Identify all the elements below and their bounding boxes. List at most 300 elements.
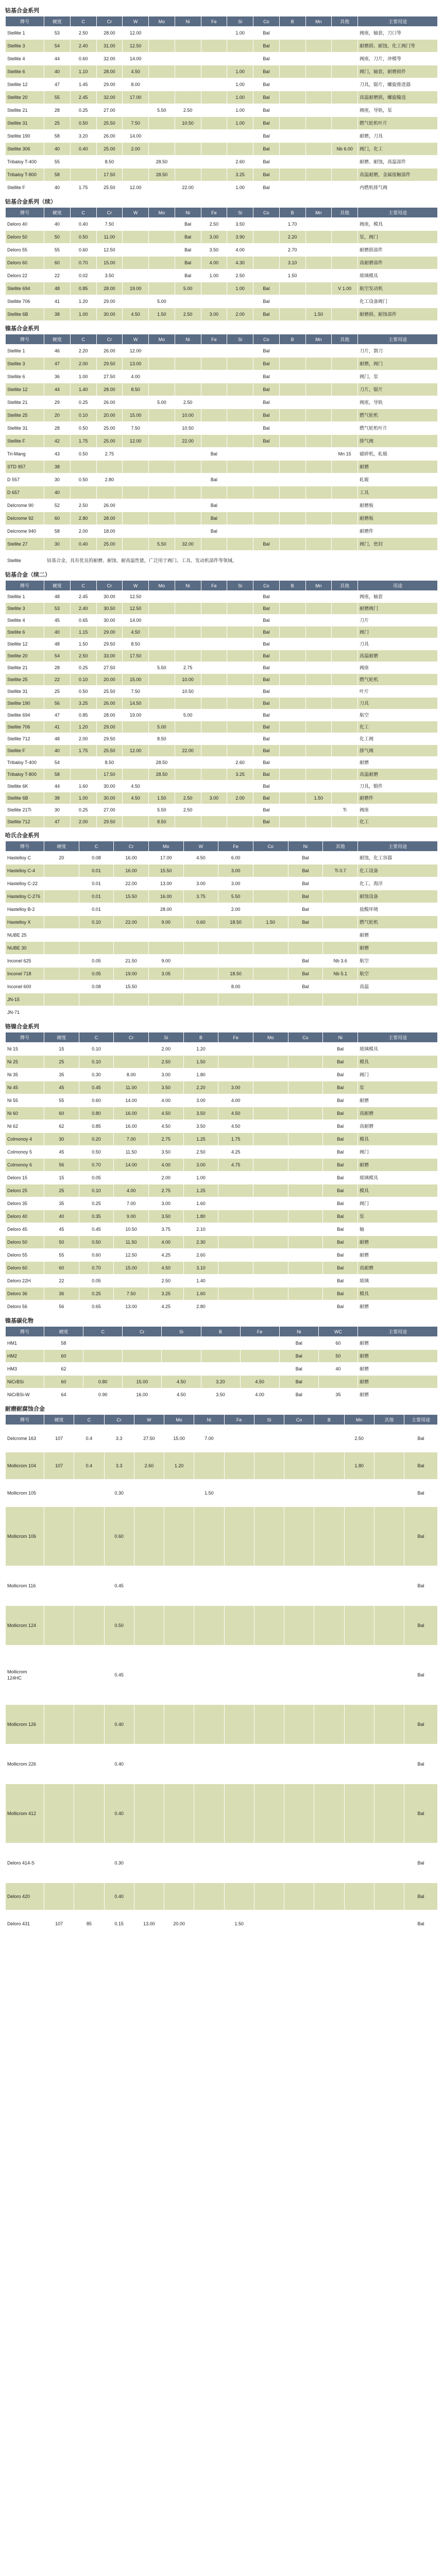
header-row (6, 841, 438, 852)
cell-value (314, 1425, 344, 1452)
table-row (6, 1094, 438, 1107)
column-header: C (70, 208, 96, 218)
cell-value (201, 662, 227, 674)
cell-value: 0.05 (79, 955, 114, 968)
cell-value: 1.00 (227, 282, 253, 295)
cell-value: 3.25 (70, 698, 96, 709)
cell-value (164, 1784, 194, 1843)
cell-value (288, 1069, 323, 1081)
cell-value: 2.60 (134, 1452, 164, 1480)
column-header: Cr (114, 1032, 149, 1043)
table-row (6, 1069, 438, 1081)
cell-value: 44 (44, 383, 71, 396)
cell-value (253, 968, 288, 980)
cell-value (148, 1006, 183, 1019)
cell-value: 20.00 (164, 1910, 194, 1938)
cell-value (74, 1566, 104, 1606)
column-header: WC (318, 1327, 357, 1337)
cell-usage: 耐磨 (358, 1300, 438, 1313)
cell-value (134, 1744, 164, 1784)
table-row (6, 53, 438, 65)
column-header: Mo (164, 1415, 194, 1425)
cell-value (218, 1275, 253, 1287)
cell-value: 3.50 (201, 1388, 240, 1401)
cell-value (279, 422, 305, 435)
cell-value (344, 1705, 374, 1744)
cell-value (175, 512, 201, 525)
cell-value (164, 1744, 194, 1784)
cell-value: Bal (323, 1300, 358, 1313)
cell-name: Stellite 12 (6, 383, 44, 396)
cell-value: 12.00 (123, 345, 149, 358)
cell-value (134, 1843, 164, 1883)
cell-value (227, 53, 253, 65)
cell-value: Bal (253, 396, 280, 409)
table-row (6, 638, 438, 650)
column-header: Fe (224, 1415, 254, 1425)
cell-value (123, 473, 149, 486)
cell-value (201, 53, 227, 65)
cell-usage: Bal (404, 1606, 438, 1646)
cell-value (201, 816, 227, 828)
cell-value: Bal (253, 435, 280, 448)
footnote-table (5, 554, 438, 567)
cell-value: 12.00 (123, 435, 149, 448)
cell-value: Nb 5.1 (323, 968, 358, 980)
cell-value (149, 409, 175, 422)
column-header: Cr (96, 208, 123, 218)
cell-value (123, 662, 149, 674)
cell-value (44, 877, 79, 890)
table-row (6, 1507, 438, 1566)
cell-usage: 燃气轮机 (358, 916, 438, 929)
cell-value: 2.70 (279, 244, 305, 257)
cell-value: 0.05 (79, 1275, 114, 1287)
table-row (6, 1043, 438, 1056)
cell-name: Deloro 414-S (6, 1843, 44, 1883)
table-row (6, 1705, 438, 1744)
cell-value: 50 (44, 231, 71, 244)
cell-value (305, 435, 332, 448)
cell-value (288, 1120, 323, 1133)
cell-value (305, 674, 332, 686)
cell-value (164, 1480, 194, 1507)
cell-value (201, 603, 227, 615)
cell-value (305, 486, 332, 499)
cell-usage: 耐磨件 (358, 792, 438, 804)
cell-value: 2.50 (227, 269, 253, 282)
cell-value (253, 1081, 288, 1094)
cell-value (134, 1705, 164, 1744)
table-row (6, 615, 438, 626)
cell-value (332, 231, 358, 244)
cell-value: 1.80 (183, 1069, 218, 1081)
column-header: C (74, 1415, 104, 1425)
cell-value (254, 1705, 284, 1744)
cell-value (175, 345, 201, 358)
cell-value (123, 486, 149, 499)
cell-value (284, 1507, 314, 1566)
cell-value: 0.01 (79, 877, 114, 890)
cell-value: 0.70 (79, 1159, 114, 1172)
cell-value: 1.75 (70, 745, 96, 757)
cell-value: 7.00 (114, 1197, 149, 1210)
cell-value (70, 757, 96, 769)
cell-value (288, 993, 323, 1006)
header-row (6, 1327, 438, 1337)
cell-value (149, 638, 175, 650)
cell-value (323, 942, 358, 955)
cell-value (44, 1843, 74, 1883)
cell-value (332, 435, 358, 448)
cell-value (374, 1883, 404, 1910)
cell-value: 15.00 (96, 257, 123, 269)
cell-name: Stellite 190 (6, 698, 44, 709)
cell-value: 2.50 (148, 1275, 183, 1287)
cell-value (344, 1507, 374, 1566)
cell-value (314, 1705, 344, 1744)
cell-value: Bal (323, 1172, 358, 1184)
cell-value: 40 (44, 218, 71, 231)
cell-value (332, 757, 358, 769)
cell-value: 3.50 (148, 1210, 183, 1223)
cell-value: 0.50 (70, 117, 96, 130)
cell-value: 18.00 (96, 525, 123, 538)
column-header: Ni (194, 1415, 224, 1425)
table-row (6, 181, 438, 194)
cell-value (305, 662, 332, 674)
cell-value: 46 (44, 345, 71, 358)
cell-value (279, 698, 305, 709)
cell-value: 2.45 (70, 591, 96, 603)
cell-value (123, 218, 149, 231)
cell-name: NiCrBSi-W (6, 1388, 44, 1401)
cell-name: Stellite 706 (6, 721, 44, 733)
table-row (6, 1337, 438, 1350)
cell-value: 40 (318, 1363, 357, 1376)
cell-value: 1.50 (149, 308, 175, 321)
section-title: 耐磨耐腐蚀合金 (5, 1405, 45, 1412)
cell-usage: 耐磨阀门 (358, 603, 438, 615)
cell-value (70, 769, 96, 781)
mini-section (5, 1316, 438, 1401)
cell-value (74, 1606, 104, 1646)
cell-value: 29.00 (96, 721, 123, 733)
cell-value: 60 (44, 257, 71, 269)
cell-name: Stellite 4 (6, 53, 44, 65)
cell-value: 26.00 (96, 396, 123, 409)
table-row (6, 130, 438, 143)
cell-value: Bal (253, 104, 280, 117)
cell-value: 7.50 (123, 686, 149, 698)
cell-value (253, 269, 280, 282)
cell-value: 2.40 (70, 40, 96, 53)
cell-usage: 泵 (358, 1081, 438, 1094)
cell-value (332, 370, 358, 383)
cell-value: 29 (44, 396, 71, 409)
cell-name: Mollicrom 105 (6, 1480, 44, 1507)
cell-value: 4.50 (123, 308, 149, 321)
cell-value (253, 1133, 288, 1146)
cell-name: Stellite 31 (6, 686, 44, 698)
cell-value (175, 143, 201, 156)
column-header: Cr (123, 1327, 162, 1337)
table-row (6, 78, 438, 91)
column-header: 牌号 (6, 841, 44, 852)
cell-value (314, 1910, 344, 1938)
cell-name: Colmonoy 6 (6, 1159, 44, 1172)
column-header: Si (162, 1327, 201, 1337)
cell-value (218, 1006, 253, 1019)
cell-value (134, 1646, 164, 1705)
column-header: 其他 (323, 841, 358, 852)
cell-value (332, 65, 358, 78)
cell-name: Deloro 22H (6, 1275, 44, 1287)
cell-value: Bal (253, 65, 280, 78)
cell-value (149, 257, 175, 269)
cell-value (123, 499, 149, 512)
cell-name: Stellite 1 (6, 345, 44, 358)
cell-value: 25 (44, 1184, 79, 1197)
cell-value (194, 1784, 224, 1843)
column-header: B (279, 581, 305, 591)
cell-value: 33.00 (96, 650, 123, 662)
column-header: Mo (149, 334, 175, 345)
cell-value (218, 1287, 253, 1300)
table-row (6, 890, 438, 903)
cell-name: Colmonoy 4 (6, 1133, 44, 1146)
cell-usage: 耐磨，刀具 (358, 130, 438, 143)
cell-value: Bal (201, 499, 227, 512)
cell-value: 0.90 (83, 1388, 123, 1401)
cell-value (227, 130, 253, 143)
column-header: B (183, 1032, 218, 1043)
table-row (6, 168, 438, 181)
cell-value (279, 816, 305, 828)
cell-value (44, 1006, 79, 1019)
cell-value (123, 538, 149, 551)
cell-value: Bal (253, 422, 280, 435)
cell-value (149, 218, 175, 231)
cell-value: 1.45 (70, 78, 96, 91)
cell-value (279, 143, 305, 156)
cell-value: 4.50 (123, 626, 149, 638)
column-header: W (134, 1415, 164, 1425)
cell-value (227, 295, 253, 308)
cell-value (224, 1480, 254, 1507)
cell-value (183, 903, 218, 916)
cell-value (284, 1705, 314, 1744)
cell-value (227, 143, 253, 156)
cell-value (74, 1646, 104, 1705)
cell-usage: 阀座 (358, 804, 438, 816)
cell-value (148, 942, 183, 955)
cell-value: 17.00 (123, 91, 149, 104)
cell-name: Stellite 21 (6, 396, 44, 409)
cell-value: 13.00 (123, 358, 149, 370)
cell-value (279, 769, 305, 781)
cell-value: 2.80 (70, 512, 96, 525)
table-row (6, 721, 438, 733)
table-row (6, 383, 438, 396)
cell-value: 16.00 (114, 1107, 149, 1120)
table-row (6, 1376, 438, 1388)
cell-value (305, 104, 332, 117)
column-header: Si (148, 1032, 183, 1043)
cell-value: 4.00 (148, 1236, 183, 1249)
cell-value: 3.3 (104, 1452, 134, 1480)
cell-value: Bal (253, 53, 280, 65)
cell-value (332, 626, 358, 638)
cell-value (201, 143, 227, 156)
cell-value (279, 65, 305, 78)
cell-value (164, 1507, 194, 1566)
cell-value: Bal (323, 1287, 358, 1300)
cell-value: 1.00 (183, 1172, 218, 1184)
cell-name: Stellite 6B (6, 792, 44, 804)
table-row (6, 143, 438, 156)
cell-name: JN-71 (6, 1006, 44, 1019)
cell-name: Stellite 190 (6, 130, 44, 143)
column-header: 其他 (332, 16, 358, 27)
cell-value (164, 1566, 194, 1606)
cell-value (183, 1006, 218, 1019)
cell-value: 12.00 (123, 745, 149, 757)
cell-value (305, 816, 332, 828)
cell-name: Deloro 56 (6, 1300, 44, 1313)
cell-name: Mollicrom 104 (6, 1452, 44, 1480)
cell-value (305, 650, 332, 662)
table-row (6, 512, 438, 525)
cell-value: 1.00 (227, 65, 253, 78)
cell-value (305, 499, 332, 512)
cell-value: 1.75 (70, 181, 96, 194)
cell-value: 35 (44, 1197, 79, 1210)
cell-name: Tribaloy T-400 (6, 757, 44, 769)
cell-value (254, 1425, 284, 1452)
cell-usage: Bal (404, 1425, 438, 1452)
cell-name: Hastelloy C-22 (6, 877, 44, 890)
cell-value (148, 993, 183, 1006)
cell-value (227, 512, 253, 525)
column-header: Co (253, 334, 280, 345)
cell-usage: 破碎机，轧辊 (358, 448, 438, 461)
cell-value: 107 (44, 1910, 74, 1938)
cell-value: 2.00 (148, 1043, 183, 1056)
cell-value: 0.80 (83, 1376, 123, 1388)
cell-value: 48 (44, 638, 71, 650)
table-row (6, 1081, 438, 1094)
cell-value (224, 1507, 254, 1566)
column-header: 其他 (332, 581, 358, 591)
cell-name: Stellite 20 (6, 91, 44, 104)
cell-value (183, 942, 218, 955)
cell-value (201, 156, 227, 168)
cell-value (344, 1646, 374, 1705)
cell-name: Stellite 6 (6, 626, 44, 638)
cell-name: Stellite F (6, 181, 44, 194)
cell-value: 1.40 (70, 383, 96, 396)
table-row (6, 345, 438, 358)
cell-value (149, 231, 175, 244)
cell-value: 4.00 (148, 1094, 183, 1107)
cell-value: 0.65 (79, 1300, 114, 1313)
cell-value (183, 968, 218, 980)
cell-name: Mollicrom 126 (6, 1705, 44, 1744)
cell-value (123, 231, 149, 244)
cell-value: 47 (44, 78, 71, 91)
cell-value: 0.30 (104, 1480, 134, 1507)
table-row (6, 1262, 438, 1275)
cell-value (201, 40, 227, 53)
cell-value (227, 40, 253, 53)
cell-value: 25.00 (96, 538, 123, 551)
cell-name: Deloro 420 (6, 1883, 44, 1910)
cell-value: Ti 0.7 (323, 865, 358, 877)
cell-usage: 耐磨损、耐蚀部件 (358, 308, 438, 321)
table-row (6, 1388, 438, 1401)
cell-value: 0.40 (70, 538, 96, 551)
cell-value: 4.50 (123, 65, 149, 78)
cell-value: Bal (323, 1133, 358, 1146)
table-row (6, 257, 438, 269)
cell-value (279, 591, 305, 603)
cell-value: Bal (253, 792, 280, 804)
cell-value (305, 409, 332, 422)
cell-value (164, 1646, 194, 1705)
cell-value (279, 662, 305, 674)
cell-value (253, 877, 288, 890)
cell-value: 3.75 (148, 1223, 183, 1236)
cell-usage: 刀片 (358, 615, 438, 626)
cell-value (114, 1043, 149, 1056)
cell-value: Bal (288, 916, 323, 929)
cell-value (332, 40, 358, 53)
cell-value (44, 916, 79, 929)
cell-value (332, 591, 358, 603)
cell-value (253, 993, 288, 1006)
cell-value: 26.00 (96, 130, 123, 143)
cell-value (253, 244, 280, 257)
cell-value (305, 538, 332, 551)
cell-value: 29.00 (96, 295, 123, 308)
cell-value: 1.25 (183, 1184, 218, 1197)
cell-value (227, 721, 253, 733)
data-table (5, 334, 438, 551)
cell-value (305, 709, 332, 721)
table-row (6, 686, 438, 698)
cell-value (279, 721, 305, 733)
cell-value (149, 674, 175, 686)
table-row (6, 358, 438, 370)
cell-value: 11.50 (114, 1146, 149, 1159)
cell-value (149, 650, 175, 662)
cell-value (344, 1784, 374, 1843)
cell-value: 0.4 (74, 1425, 104, 1452)
cell-value (279, 53, 305, 65)
cell-value: Bal (253, 78, 280, 91)
cell-value: Bal (253, 91, 280, 104)
cell-value (284, 1646, 314, 1705)
cell-usage: 阀门，密封 (358, 538, 438, 551)
table-row (6, 993, 438, 1006)
cell-value (279, 130, 305, 143)
cell-value: 8.50 (149, 816, 175, 828)
cell-value: Bal (253, 345, 280, 358)
table-row (6, 1480, 438, 1507)
cell-value: 2.00 (70, 733, 96, 745)
column-header: C (79, 1032, 114, 1043)
